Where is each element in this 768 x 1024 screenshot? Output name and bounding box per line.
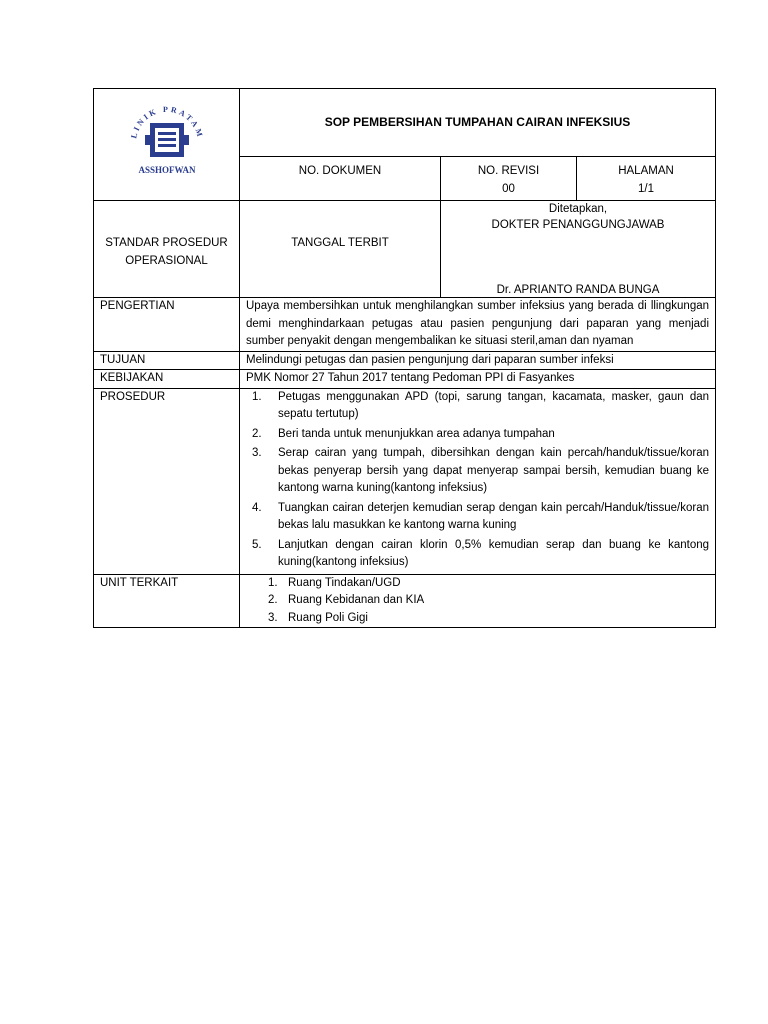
clinic-logo xyxy=(112,91,222,191)
list-text: Beri tanda untuk menunjukkan area adanya tumpahan xyxy=(278,427,555,440)
list-number: 3. xyxy=(268,611,278,624)
sop-label-cell xyxy=(94,201,240,298)
list-item xyxy=(246,592,709,610)
list-item xyxy=(246,610,709,628)
doctor-role-label: DOKTER PENANGGUNGJAWAB xyxy=(491,219,665,231)
list-item xyxy=(246,445,709,498)
tujuan-text: Melindungi petugas dan pasien pengunjung dari paparan sumber infeksi xyxy=(240,351,716,370)
page-cell xyxy=(577,157,716,201)
list-number: 4. xyxy=(252,501,262,514)
sop-label-line1: STANDAR PROSEDUR xyxy=(105,237,228,249)
prosedur-label: PROSEDUR xyxy=(94,388,240,574)
kebijakan-text: PMK Nomor 27 Tahun 2017 tentang Pedoman PPI di Fasyankes xyxy=(240,370,716,389)
revision-value: 00 xyxy=(502,182,515,195)
logo-name-text: ASSHOFWAN xyxy=(137,165,196,176)
list-number: 1. xyxy=(268,576,278,589)
unit-list xyxy=(246,575,709,628)
issue-date-label: TANGGAL TERBIT xyxy=(240,201,441,298)
signature-cell xyxy=(441,201,716,298)
list-number: 2. xyxy=(252,427,262,440)
revision-label: NO. REVISI xyxy=(477,165,540,177)
list-item xyxy=(246,389,709,424)
list-item xyxy=(246,426,709,444)
list-text: Ruang Tindakan/UGD xyxy=(288,576,401,589)
prosedur-cell xyxy=(240,388,716,574)
pengertian-text: Upaya membersihkan untuk menghilangkan sumber infeksius yang berada di llingkungan demi menghindarkaan petugas atau pasien pengunjung dari paparan yang menjadi sumber penyakit dengan mengembalikan ke situasi steril,aman dan nyaman xyxy=(240,298,716,352)
document-title: SOP PEMBERSIHAN TUMPAHAN CAIRAN INFEKSIUS xyxy=(240,89,716,157)
list-text: Serap cairan yang tumpah, dibersihkan dengan kain percah/handuk/tissue/koran bekas penyerap bersih yang dapat menyerap sampai bersih, kemudian buang ke kantong warna kuning(kantong infeksius) xyxy=(278,447,710,494)
logo-cell xyxy=(94,89,240,201)
list-text: Lanjutkan dengan cairan klorin 0,5% kemudian serap dan buang ke kantong kuning(kantong infeksius) xyxy=(278,538,710,568)
unit-label: UNIT TERKAIT xyxy=(94,574,240,628)
page-value: 1/1 xyxy=(638,182,654,195)
sop-document-table xyxy=(93,88,716,628)
list-item xyxy=(246,575,709,593)
page-label: HALAMAN xyxy=(618,165,674,177)
tujuan-label: TUJUAN xyxy=(94,351,240,370)
list-text: Ruang Kebidanan dan KIA xyxy=(288,594,425,606)
list-text: Tuangkan cairan deterjen kemudian serap dengan kain percah/Handuk/tissue/koran bekas lalu masukkan ke kantong warna kuning xyxy=(278,501,710,531)
list-number: 5. xyxy=(252,538,262,551)
unit-cell xyxy=(240,574,716,628)
list-item xyxy=(246,537,709,572)
kebijakan-label: KEBIJAKAN xyxy=(94,370,240,389)
ditetapkan-text: Ditetapkan, xyxy=(548,203,608,215)
sop-label-line2: OPERASIONAL xyxy=(125,254,208,267)
logo-arc-text: LINIK PRATAM xyxy=(128,105,205,141)
list-number: 2. xyxy=(268,594,278,606)
list-item xyxy=(246,500,709,535)
revision-cell xyxy=(441,157,577,201)
list-number: 3. xyxy=(252,447,262,459)
list-number: 1. xyxy=(252,390,262,403)
doc-number-label: NO. DOKUMEN xyxy=(240,157,441,201)
prosedur-list xyxy=(246,389,709,572)
list-text: Petugas menggunakan APD (topi, sarung tangan, kacamata, masker, gaun dan sepatu tertutup) xyxy=(278,390,710,420)
doctor-name: Dr. APRIANTO RANDA BUNGA xyxy=(496,284,660,296)
list-text: Ruang Poli Gigi xyxy=(288,611,368,624)
pengertian-label: PENGERTIAN xyxy=(94,298,240,352)
